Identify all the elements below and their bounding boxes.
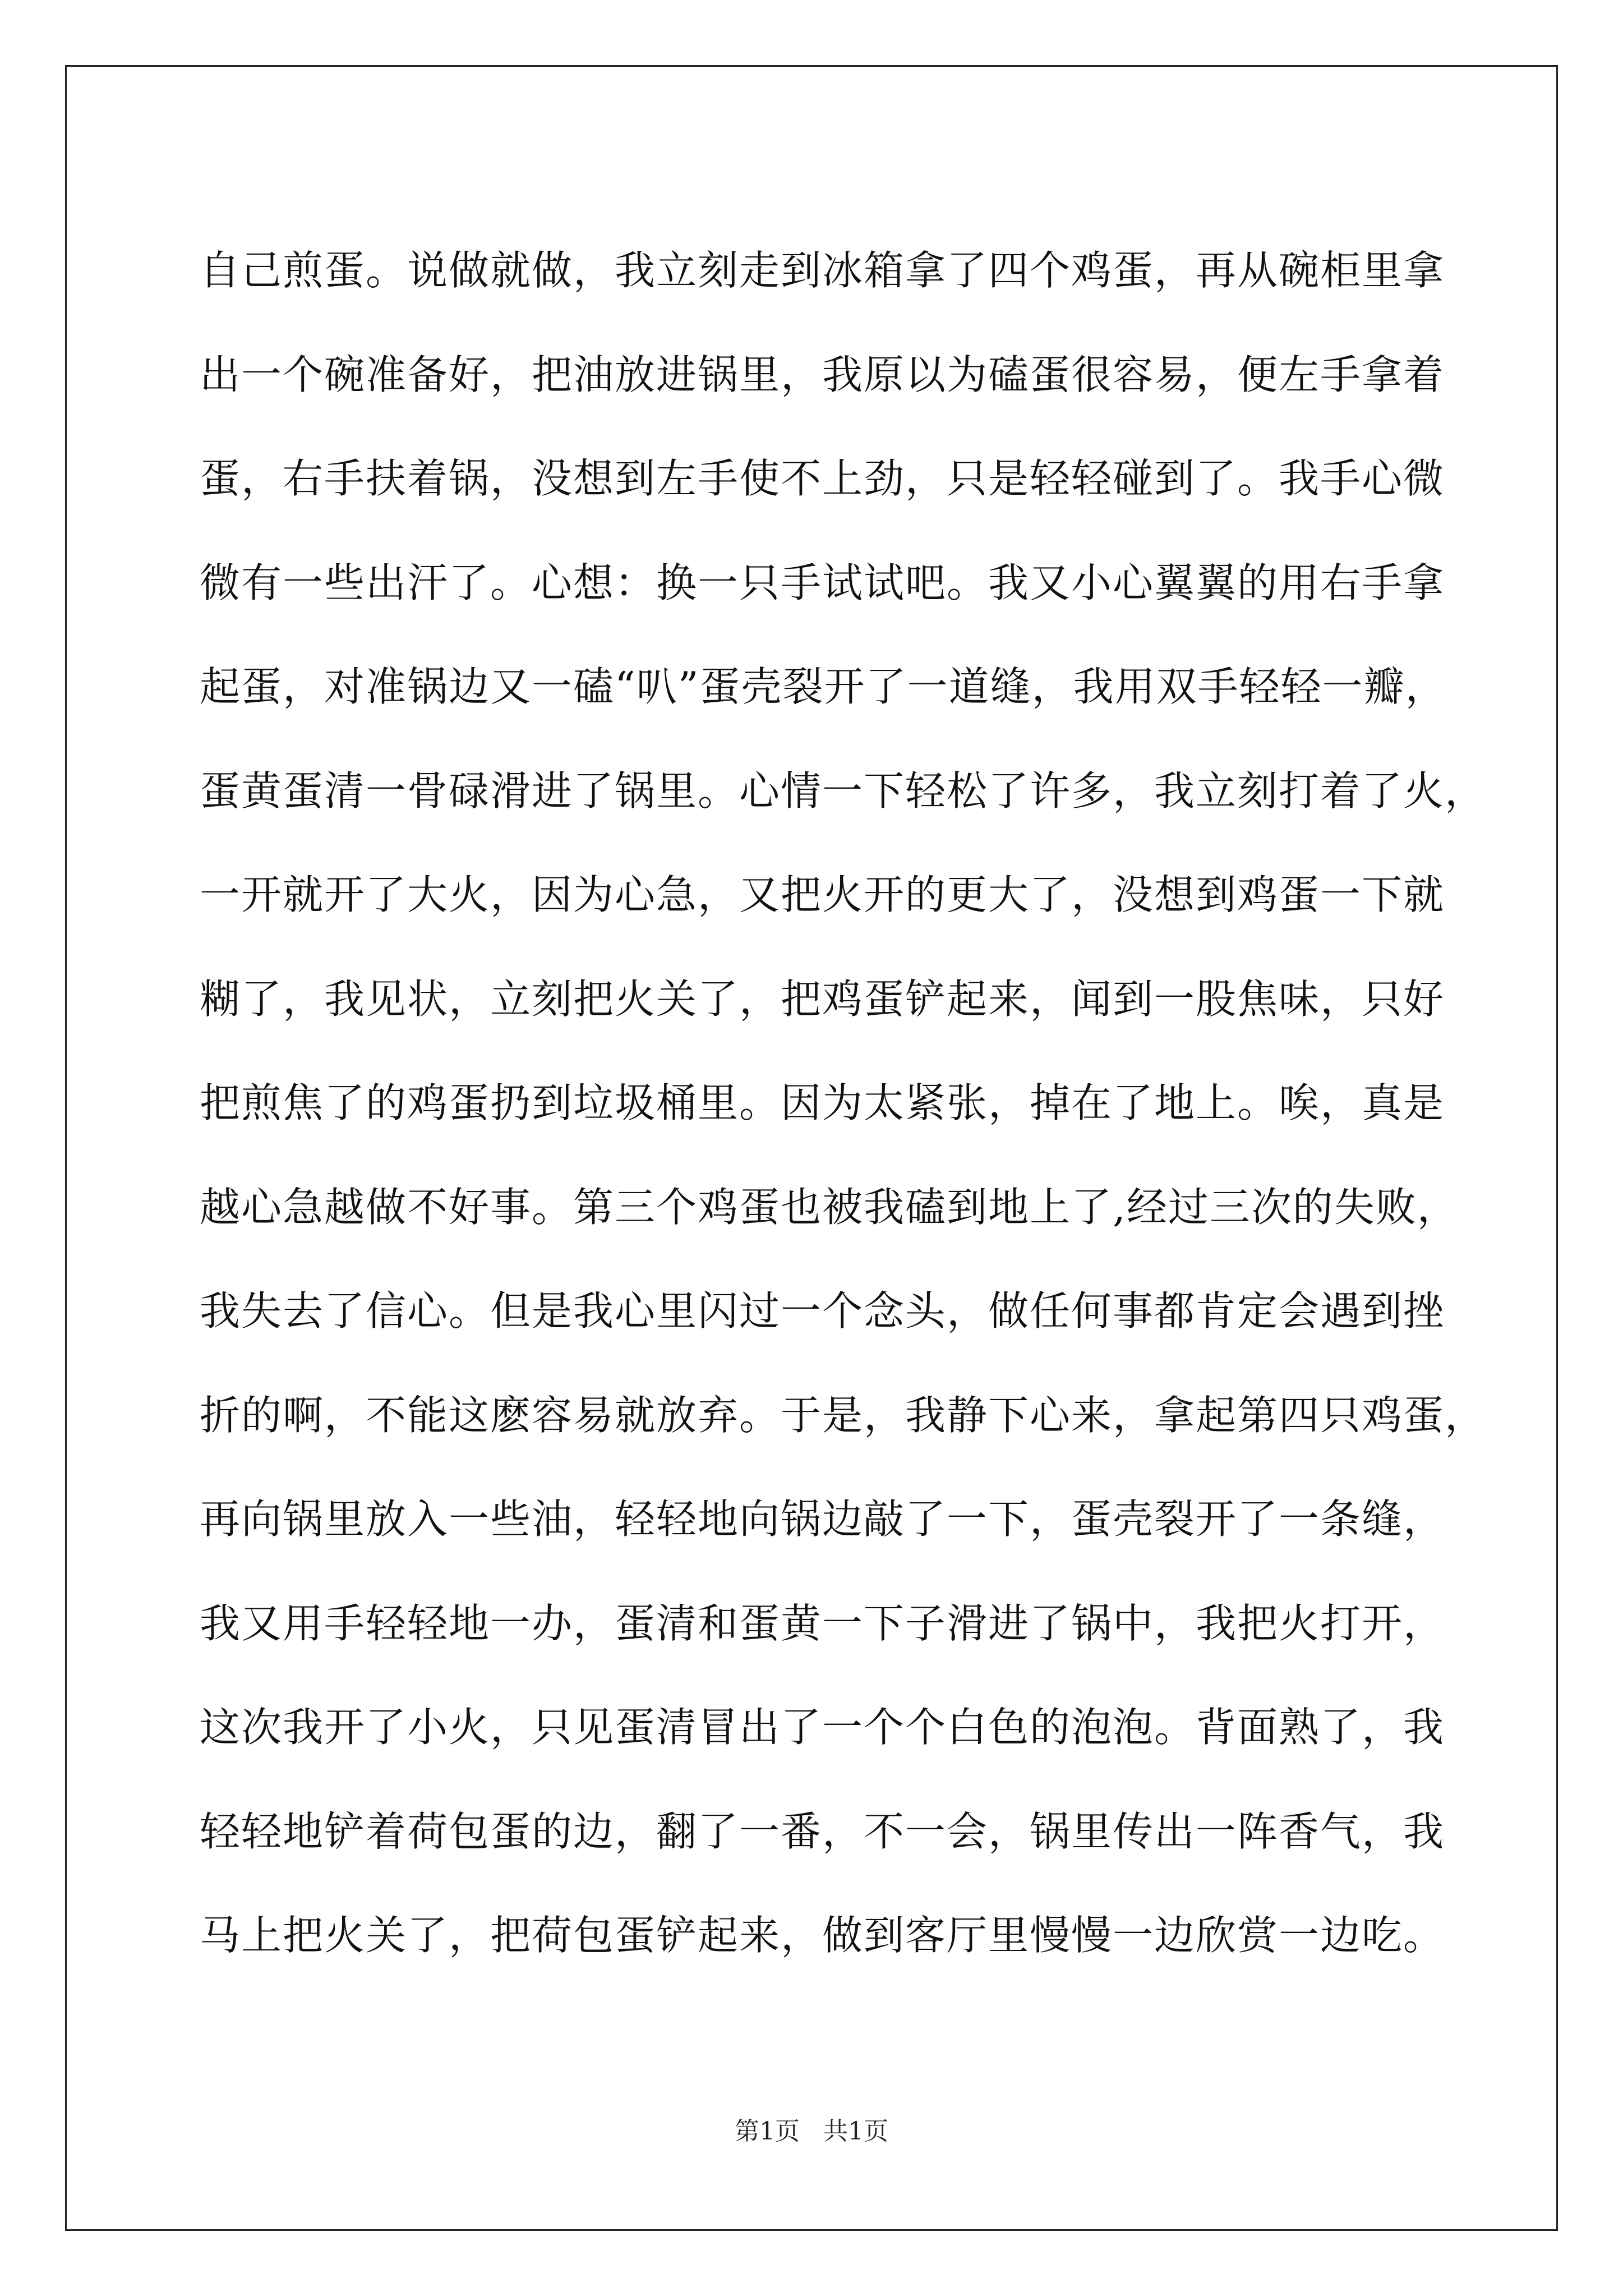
text-line: 一开就开了大火，因为心急，又把火开的更大了，没想到鸡蛋一下就 [200,871,1445,918]
text-line: 马上把火关了，把荷包蛋铲起来，做到客厅里慢慢一边欣赏一边吃。 [200,1912,1445,1959]
text-line: 轻轻地铲着荷包蛋的边，翻了一番，不一会，锅里传出一阵香气，我 [200,1807,1445,1855]
page-number: 第1页 [735,2117,800,2146]
page-footer [0,2115,1623,2148]
text-line: 微有一些出汗了。心想：换一只手试试吧。我又小心翼翼的用右手拿 [200,559,1445,606]
text-line: 把煎焦了的鸡蛋扔到垃圾桶里。因为太紧张，掉在了地上。唉，真是 [200,1079,1445,1126]
text-line: 我失去了信心。但是我心里闪过一个念头，做任何事都肯定会遇到挫 [200,1287,1445,1335]
page-total: 共1页 [823,2117,888,2146]
footer-gap [800,2117,823,2146]
text-line: 再向锅里放入一些油，轻轻地向锅边敲了一下，蛋壳裂开了一条缝， [200,1496,1445,1543]
text-line: 出一个碗准备好，把油放进锅里，我原以为磕蛋很容易，便左手拿着 [200,351,1445,398]
text-line: 折的啊，不能这麽容易就放弃。于是，我静下心来，拿起第四只鸡蛋， [200,1391,1487,1439]
text-line: 这次我开了小火，只见蛋清冒出了一个个白色的泡泡。背面熟了，我 [200,1704,1445,1751]
text-line: 蛋黄蛋清一骨碌滑进了锅里。心情一下轻松了许多，我立刻打着了火， [200,767,1487,815]
document-body [200,219,1487,1988]
text-line: 起蛋，对准锅边又一磕“叭”蛋壳裂开了一道缝，我用双手轻轻一瓣， [200,663,1447,710]
text-line: 越心急越做不好事。第三个鸡蛋也被我磕到地上了,经过三次的失败， [200,1183,1459,1231]
text-line: 糊了，我见状，立刻把火关了，把鸡蛋铲起来，闻到一股焦味，只好 [200,975,1445,1023]
text-line: 我又用手轻轻地一办，蛋清和蛋黄一下子滑进了锅中，我把火打开， [200,1599,1445,1647]
text-line: 蛋，右手扶着锅，没想到左手使不上劲，只是轻轻碰到了。我手心微 [200,455,1445,502]
text-line: 自己煎蛋。说做就做，我立刻走到冰箱拿了四个鸡蛋，再从碗柜里拿 [200,247,1445,294]
